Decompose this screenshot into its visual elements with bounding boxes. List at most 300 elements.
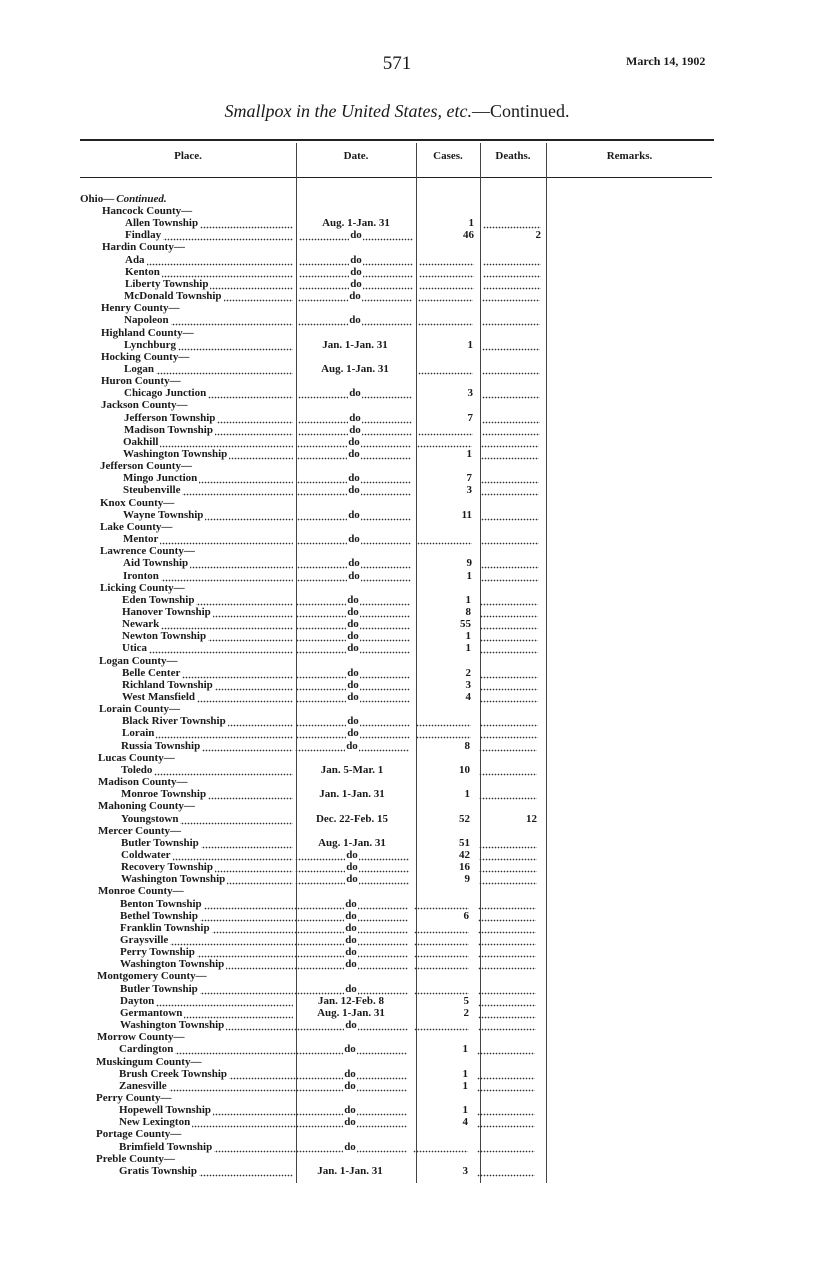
- date-cell: [294, 910, 408, 922]
- date-cell: [298, 363, 412, 375]
- table-row: [0, 898, 816, 910]
- title-continued: —Continued.: [471, 101, 570, 121]
- deaths-cell: [479, 788, 537, 800]
- deaths-cell: [478, 1007, 536, 1019]
- deaths-cell: [482, 363, 540, 375]
- date-value: do: [349, 387, 361, 399]
- place-name: [120, 995, 293, 1007]
- county-name: [101, 351, 301, 363]
- issue-date: March 14, 1902: [626, 54, 706, 68]
- date-value: do: [347, 594, 359, 606]
- place-label: Monroe Township: [121, 788, 207, 800]
- county-name: [97, 970, 297, 982]
- deaths-cell: [481, 509, 539, 521]
- place-label: Huron County—: [101, 375, 181, 387]
- cases-value: 1: [465, 594, 471, 606]
- place-name: [123, 533, 293, 545]
- place-name: [123, 436, 293, 448]
- place-name: [123, 557, 293, 569]
- county-name: [101, 327, 301, 339]
- date-cell: [299, 266, 413, 278]
- table-row: [0, 618, 816, 630]
- place-label: Youngstown: [121, 813, 179, 825]
- place-label: Washington Township: [120, 958, 225, 970]
- county-heading: [0, 800, 816, 812]
- table-row: [0, 533, 816, 545]
- date-value: do: [345, 1019, 357, 1031]
- place-label: McDonald Township: [124, 290, 222, 302]
- cases-value: 3: [467, 387, 473, 399]
- cases-value: 1: [466, 448, 472, 460]
- place-label: Wayne Township: [123, 509, 204, 521]
- date-value: do: [344, 1080, 356, 1092]
- place-label: Morrow County—: [97, 1031, 185, 1043]
- county-name: [101, 399, 301, 411]
- deaths-cell: [482, 387, 540, 399]
- table-row: [0, 849, 816, 861]
- county-name: [96, 1056, 296, 1068]
- date-value: do: [347, 727, 359, 739]
- place-label: Lynchburg: [124, 339, 176, 351]
- place-label: Lucas County—: [98, 752, 175, 764]
- place-name: [120, 946, 293, 958]
- deaths-cell: [478, 1019, 536, 1031]
- table-row: [0, 509, 816, 521]
- county-name: [96, 1092, 296, 1104]
- place-name: [121, 740, 293, 752]
- deaths-cell: [479, 837, 537, 849]
- table-row: [0, 1080, 816, 1092]
- deaths-cell: [483, 278, 541, 290]
- date-cell: [295, 837, 409, 849]
- deaths-cell: [477, 1104, 535, 1116]
- place-label: West Mansfield: [122, 691, 196, 703]
- date-value: do: [350, 229, 362, 241]
- table-row: [0, 314, 816, 326]
- deaths-cell: [480, 618, 538, 630]
- cases-cell: [415, 873, 470, 885]
- cases-value: 10: [459, 764, 470, 776]
- cases-value: 8: [464, 740, 470, 752]
- table-row: [0, 642, 816, 654]
- county-name: [98, 885, 298, 897]
- date-cell: [296, 715, 410, 727]
- date-value: do: [344, 1043, 356, 1055]
- date-value: do: [348, 472, 360, 484]
- county-heading: [0, 399, 816, 411]
- deaths-cell: [481, 557, 539, 569]
- deaths-cell: [477, 1080, 535, 1092]
- deaths-cell: [478, 922, 536, 934]
- table-row: [0, 946, 816, 958]
- cases-cell: [417, 570, 472, 582]
- place-name: [119, 1165, 293, 1177]
- place-label: Aid Township: [123, 557, 189, 569]
- county-heading: [0, 375, 816, 387]
- cases-value: 46: [463, 229, 474, 241]
- date-cell: [297, 570, 411, 582]
- deaths-cell: [479, 740, 537, 752]
- deaths-cell: [483, 217, 541, 229]
- county-heading: [0, 776, 816, 788]
- date-value: do: [345, 898, 357, 910]
- cases-cell: [416, 606, 471, 618]
- table-row: [0, 934, 816, 946]
- county-heading: [0, 327, 816, 339]
- place-name: [122, 679, 293, 691]
- deaths-cell: [480, 691, 538, 703]
- place-name: [125, 229, 293, 241]
- date-cell: [298, 424, 412, 436]
- county-heading: [0, 885, 816, 897]
- cases-value: 7: [467, 412, 473, 424]
- date-cell: [295, 740, 409, 752]
- place-name: [122, 594, 293, 606]
- cases-cell: [413, 1043, 468, 1055]
- table-row: [0, 363, 816, 375]
- date-cell: [295, 813, 409, 825]
- date-value: Jan. 1-Jan. 31: [322, 339, 388, 351]
- place-label: Muskingum County—: [96, 1056, 202, 1068]
- table-row: [0, 1068, 816, 1080]
- table-row: [0, 1141, 816, 1153]
- place-name: [119, 1068, 293, 1080]
- place-name: [122, 691, 293, 703]
- place-label: Portage County—: [96, 1128, 182, 1140]
- date-value: Dec. 22-Feb. 15: [315, 813, 389, 825]
- column-header-cases: Cases.: [433, 150, 463, 162]
- deaths-cell: [482, 339, 540, 351]
- county-heading: [0, 1092, 816, 1104]
- date-value: do: [350, 266, 362, 278]
- date-value: do: [350, 278, 362, 290]
- table-row: [0, 691, 816, 703]
- cases-value: 42: [459, 849, 470, 861]
- deaths-cell: [478, 995, 536, 1007]
- date-value: do: [348, 509, 360, 521]
- cases-value: 2: [463, 1007, 469, 1019]
- place-name: [122, 642, 293, 654]
- deaths-cell: [477, 1116, 535, 1128]
- place-name: [125, 254, 293, 266]
- table-row: [0, 557, 816, 569]
- deaths-cell: [480, 594, 538, 606]
- county-name: [96, 1128, 296, 1140]
- date-value: Jan. 12-Feb. 8: [318, 995, 384, 1007]
- cases-cell: [416, 642, 471, 654]
- date-value: do: [344, 1116, 356, 1128]
- cases-cell: [413, 1068, 468, 1080]
- date-value: do: [345, 983, 357, 995]
- place-label: Lake County—: [100, 521, 173, 533]
- place-label: Kenton: [125, 266, 160, 278]
- county-name: [100, 582, 300, 594]
- county-name: [97, 1031, 297, 1043]
- place-name: [124, 424, 293, 436]
- deaths-cell: [480, 606, 538, 618]
- deaths-cell: [477, 1165, 535, 1177]
- cases-cell: [417, 484, 472, 496]
- date-cell: [295, 764, 409, 776]
- place-label: Jackson County—: [101, 399, 188, 411]
- cases-cell: [419, 217, 474, 229]
- table-row: [0, 873, 816, 885]
- county-name: [100, 521, 300, 533]
- table-row: [0, 788, 816, 800]
- date-value: do: [349, 290, 361, 302]
- place-label: Highland County—: [101, 327, 194, 339]
- cases-cell: [418, 412, 473, 424]
- date-cell: [294, 922, 408, 934]
- place-name: [125, 266, 293, 278]
- county-name: [96, 1153, 296, 1165]
- date-cell: [296, 679, 410, 691]
- cases-value: 5: [463, 995, 469, 1007]
- column-header-deaths: Deaths.: [495, 150, 531, 162]
- cases-value: 9: [464, 873, 470, 885]
- place-label: Washington Township: [121, 873, 226, 885]
- table-row: [0, 837, 816, 849]
- date-value: do: [349, 424, 361, 436]
- date-value: do: [346, 861, 358, 873]
- cases-cell: [416, 679, 471, 691]
- place-name: [124, 290, 293, 302]
- place-label: Utica: [122, 642, 148, 654]
- table-row: [0, 606, 816, 618]
- table-row: [0, 290, 816, 302]
- place-label: Coldwater: [121, 849, 171, 861]
- table-row: [0, 436, 816, 448]
- cases-value: 1: [465, 642, 471, 654]
- deaths-cell: [477, 1141, 535, 1153]
- deaths-cell: [478, 958, 536, 970]
- deaths-cell: [477, 1043, 535, 1055]
- place-name: [121, 788, 293, 800]
- place-label: Knox County—: [100, 497, 175, 509]
- date-value: do: [348, 436, 360, 448]
- cases-cell: [416, 594, 471, 606]
- place-label: Lorain County—: [99, 703, 180, 715]
- date-value: do: [345, 910, 357, 922]
- county-heading: [0, 655, 816, 667]
- date-cell: [293, 1116, 407, 1128]
- place-label: Henry County—: [101, 302, 180, 314]
- place-label: Black River Township: [122, 715, 226, 727]
- place-label: Napoleon: [124, 314, 169, 326]
- cases-cell: [414, 922, 469, 934]
- place-label: Hancock County—: [102, 205, 193, 217]
- cases-cell: [415, 813, 470, 825]
- place-name: [121, 861, 293, 873]
- place-label: Hopewell Township: [119, 1104, 212, 1116]
- county-heading: [0, 205, 816, 217]
- cases-value: 2: [465, 667, 471, 679]
- place-label: Newton Township: [122, 630, 207, 642]
- place-label: Lorain: [122, 727, 155, 739]
- state-heading-label: Ohio— Continued.: [80, 193, 167, 205]
- cases-cell: [417, 557, 472, 569]
- place-label: Brush Creek Township: [119, 1068, 228, 1080]
- table-row: [0, 983, 816, 995]
- place-label: Jefferson County—: [100, 460, 192, 472]
- cases-cell: [413, 1116, 468, 1128]
- place-name: [120, 1019, 293, 1031]
- table-row: [0, 630, 816, 642]
- county-heading: [0, 703, 816, 715]
- cases-cell: [418, 363, 473, 375]
- cases-cell: [417, 448, 472, 460]
- date-cell: [294, 1019, 408, 1031]
- cases-value: 1: [466, 570, 472, 582]
- table-row: [0, 727, 816, 739]
- column-header-remarks: Remarks.: [606, 150, 653, 162]
- cases-value: 4: [465, 691, 471, 703]
- cases-cell: [414, 934, 469, 946]
- table-row: [0, 472, 816, 484]
- date-cell: [294, 983, 408, 995]
- place-label: Logan: [124, 363, 154, 375]
- place-name: [119, 1141, 293, 1153]
- date-cell: [299, 217, 413, 229]
- date-value: do: [347, 691, 359, 703]
- place-label: Newark: [122, 618, 160, 630]
- deaths-cell: [481, 448, 539, 460]
- cases-cell: [414, 910, 469, 922]
- cases-cell: [418, 424, 473, 436]
- date-cell: [295, 788, 409, 800]
- cases-cell: [415, 837, 470, 849]
- place-label: Steubenville: [123, 484, 181, 496]
- date-cell: [293, 1165, 407, 1177]
- place-label: Belle Center: [122, 667, 181, 679]
- deaths-cell: [479, 849, 537, 861]
- cases-cell: [416, 715, 471, 727]
- deaths-cell: [482, 424, 540, 436]
- cases-cell: [415, 861, 470, 873]
- cases-cell: [419, 229, 474, 241]
- page-number: 571: [382, 53, 412, 74]
- deaths-cell: [478, 934, 536, 946]
- cases-cell: [419, 254, 474, 266]
- county-heading: [0, 460, 816, 472]
- cases-cell: [415, 764, 470, 776]
- deaths-cell: [479, 813, 537, 825]
- date-cell: [296, 642, 410, 654]
- place-label: New Lexington: [119, 1116, 191, 1128]
- place-label: Perry Township: [120, 946, 195, 958]
- deaths-cell: [480, 630, 538, 642]
- place-label: Mahoning County—: [98, 800, 195, 812]
- place-label: Hocking County—: [101, 351, 190, 363]
- county-name: [99, 655, 299, 667]
- place-label: Gratis Township: [119, 1165, 197, 1177]
- place-name: [125, 278, 293, 290]
- table-row: [0, 424, 816, 436]
- date-cell: [294, 995, 408, 1007]
- table-row: [0, 254, 816, 266]
- cases-cell: [413, 1080, 468, 1092]
- county-name: [98, 776, 298, 788]
- cases-cell: [414, 1007, 469, 1019]
- place-label: Allen Township: [125, 217, 199, 229]
- table-row: [0, 679, 816, 691]
- place-label: Jefferson Township: [124, 412, 216, 424]
- place-name: [125, 217, 293, 229]
- date-value: Aug. 1-Jan. 31: [317, 1007, 385, 1019]
- table-row: [0, 266, 816, 278]
- place-name: [120, 910, 293, 922]
- cases-cell: [415, 849, 470, 861]
- cases-cell: [413, 1165, 468, 1177]
- date-cell: [295, 861, 409, 873]
- place-label: Butler Township: [120, 983, 198, 995]
- cases-value: 1: [465, 630, 471, 642]
- deaths-cell: [481, 533, 539, 545]
- deaths-cell: [480, 679, 538, 691]
- table-row: [0, 570, 816, 582]
- place-label: Findlay: [125, 229, 162, 241]
- date-value: do: [350, 254, 362, 266]
- place-name: [122, 618, 293, 630]
- date-cell: [293, 1104, 407, 1116]
- date-value: do: [348, 570, 360, 582]
- date-value: do: [345, 922, 357, 934]
- county-heading: [0, 351, 816, 363]
- cases-cell: [414, 946, 469, 958]
- date-value: do: [345, 946, 357, 958]
- deaths-cell: [478, 910, 536, 922]
- place-name: [123, 509, 293, 521]
- deaths-cell: [478, 946, 536, 958]
- county-name: [99, 703, 299, 715]
- table-row: [0, 995, 816, 1007]
- date-cell: [296, 630, 410, 642]
- place-label: Licking County—: [100, 582, 185, 594]
- date-value: do: [345, 958, 357, 970]
- table-row: [0, 715, 816, 727]
- place-label: Washington Township: [120, 1019, 225, 1031]
- table-row: [0, 412, 816, 424]
- cases-value: 1: [462, 1080, 468, 1092]
- cases-cell: [415, 740, 470, 752]
- county-name: [98, 752, 298, 764]
- date-cell: [299, 278, 413, 290]
- place-name: [124, 339, 293, 351]
- date-value: Aug. 1-Jan. 31: [321, 363, 389, 375]
- date-cell: [293, 1068, 407, 1080]
- place-label: Cardington: [119, 1043, 174, 1055]
- table-row: [0, 387, 816, 399]
- cases-value: 9: [466, 557, 472, 569]
- cases-cell: [417, 472, 472, 484]
- cases-value: 51: [459, 837, 470, 849]
- date-cell: [297, 436, 411, 448]
- date-value: do: [347, 667, 359, 679]
- date-value: Jan. 1-Jan. 31: [319, 788, 385, 800]
- cases-cell: [418, 387, 473, 399]
- date-cell: [297, 557, 411, 569]
- date-cell: [297, 484, 411, 496]
- table-row: [0, 594, 816, 606]
- table-row: [0, 229, 816, 241]
- place-label: Perry County—: [96, 1092, 172, 1104]
- place-label: Chicago Junction: [124, 387, 207, 399]
- cases-cell: [419, 266, 474, 278]
- place-name: [121, 837, 293, 849]
- deaths-cell: [481, 484, 539, 496]
- deaths-cell: [483, 229, 541, 241]
- place-label: Mingo Junction: [123, 472, 198, 484]
